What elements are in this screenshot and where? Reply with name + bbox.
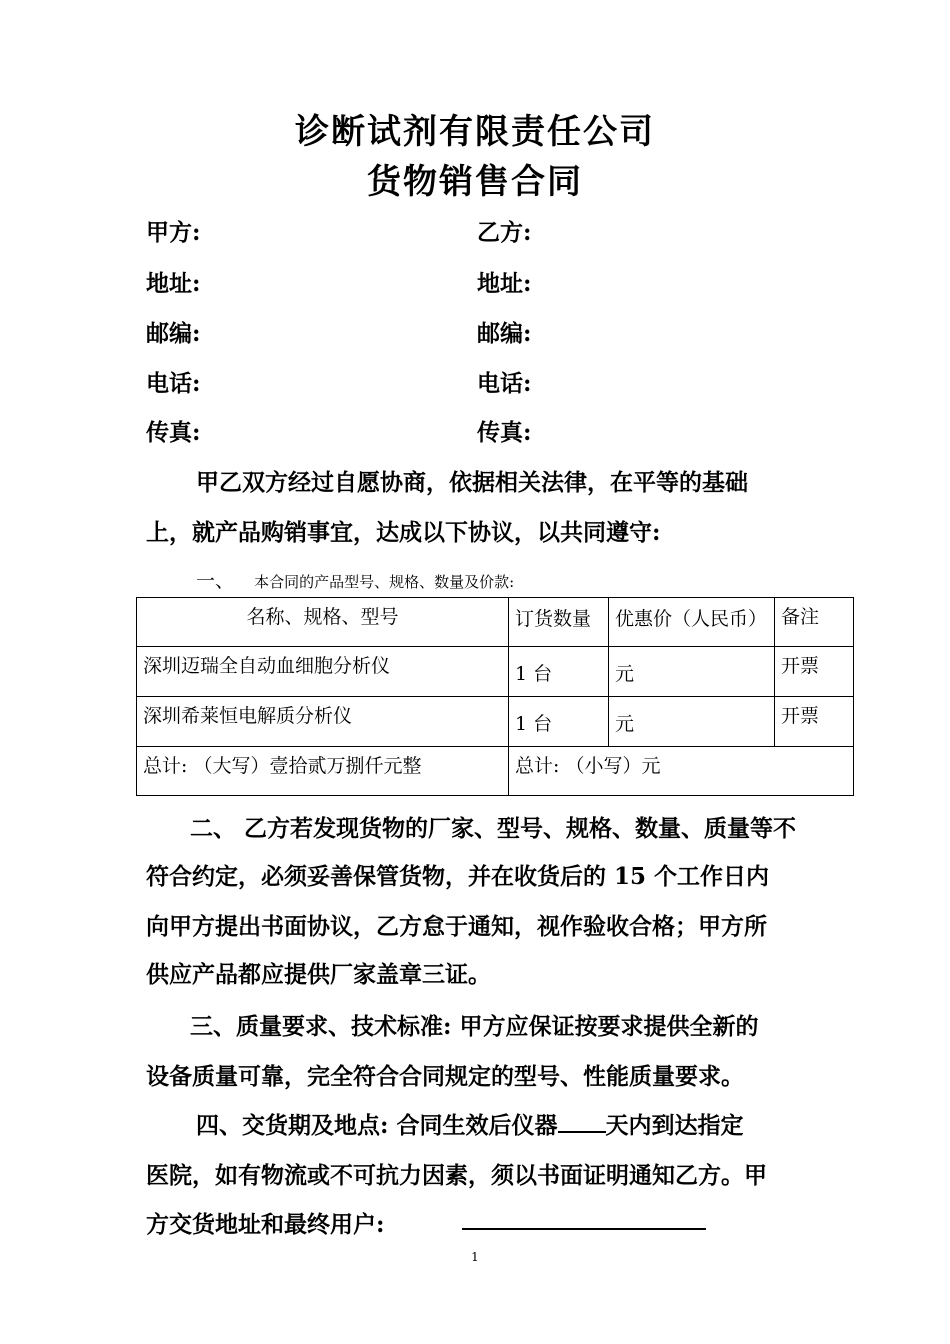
row-1-name: 深圳迈瑞全自动血细胞分析仪 [137, 647, 509, 697]
section-4-line-1-end: 天内到达指定 [605, 1112, 744, 1139]
header-note: 备注 [775, 598, 854, 647]
party-b-name-label: 乙方: [477, 219, 532, 246]
row-2-note: 开票 [775, 697, 854, 747]
header-name: 名称、规格、型号 [137, 598, 509, 647]
row-2-name: 深圳希莱恒电解质分析仪 [137, 697, 509, 747]
section-1-heading [196, 566, 514, 593]
delivery-days-blank[interactable] [558, 1113, 606, 1133]
section-1-text: 本合同的产品型号、规格、数量及价款: [254, 573, 515, 591]
table-total-row [137, 747, 854, 796]
section-4-line-1-start: 四、交货期及地点: 合同生效后仪器 [196, 1112, 558, 1139]
party-b-postcode-label: 邮编: [477, 320, 532, 347]
table-header-row [137, 598, 854, 647]
section-1-number: 一、 [196, 570, 235, 592]
intro-line-2: 上，就产品购销事宜，达成以下协议，以共同遵守: [146, 519, 661, 546]
party-b-fax-label: 传真: [477, 419, 532, 446]
section-2-line-1: 二、 乙方若发现货物的厂家、型号、规格、数量、质量等不 [190, 815, 797, 842]
section-4-line-2: 医院，如有物流或不可抗力因素，须以书面证明通知乙方。甲 [146, 1162, 767, 1189]
document-contract-title: 货物销售合同 [367, 162, 583, 202]
party-b-phone-label: 电话: [477, 370, 532, 397]
row-1-qty: 1 台 [509, 647, 609, 697]
table-row [137, 647, 854, 697]
section-2-line-2: 符合约定，必须妥善保管货物，并在收货后的 15 个工作日内 [146, 863, 770, 890]
party-a-name-label: 甲方: [146, 219, 201, 246]
header-price: 优惠价（人民币） [609, 598, 775, 647]
row-2-qty: 1 台 [509, 697, 609, 747]
section-3-line-2: 设备质量可靠，完全符合合同规定的型号、性能质量要求。 [146, 1063, 744, 1090]
party-a-postcode-label: 邮编: [146, 320, 201, 347]
row-1-price: 元 [609, 647, 775, 697]
section-3-line-1: 三、质量要求、技术标准: 甲方应保证按要求提供全新的 [190, 1013, 759, 1040]
goods-table [136, 597, 854, 796]
page-number: 1 [471, 1250, 479, 1264]
total-upper: 总计: （大写）壹拾贰万捌仟元整 [137, 747, 509, 796]
party-a-address-label: 地址: [146, 270, 201, 297]
party-b-address-label: 地址: [477, 270, 532, 297]
intro-line-1: 甲乙双方经过自愿协商，依据相关法律，在平等的基础 [196, 469, 748, 496]
document-company-title: 诊断试剂有限责任公司 [295, 112, 655, 152]
section-2-line-4: 供应产品都应提供厂家盖章三证。 [146, 961, 491, 988]
row-1-note: 开票 [775, 647, 854, 697]
party-a-fax-label: 传真: [146, 419, 201, 446]
total-lower: 总计: （小写）元 [509, 747, 854, 796]
section-4-line-1 [196, 1107, 744, 1140]
section-4-line-3: 方交货地址和最终用户: [146, 1211, 385, 1238]
row-2-price: 元 [609, 697, 775, 747]
header-qty: 订货数量 [509, 598, 609, 647]
table-row [137, 697, 854, 747]
delivery-address-blank[interactable] [462, 1228, 706, 1230]
party-a-phone-label: 电话: [146, 370, 201, 397]
section-2-line-3: 向甲方提出书面协议，乙方怠于通知，视作验收合格；甲方所 [146, 913, 767, 940]
